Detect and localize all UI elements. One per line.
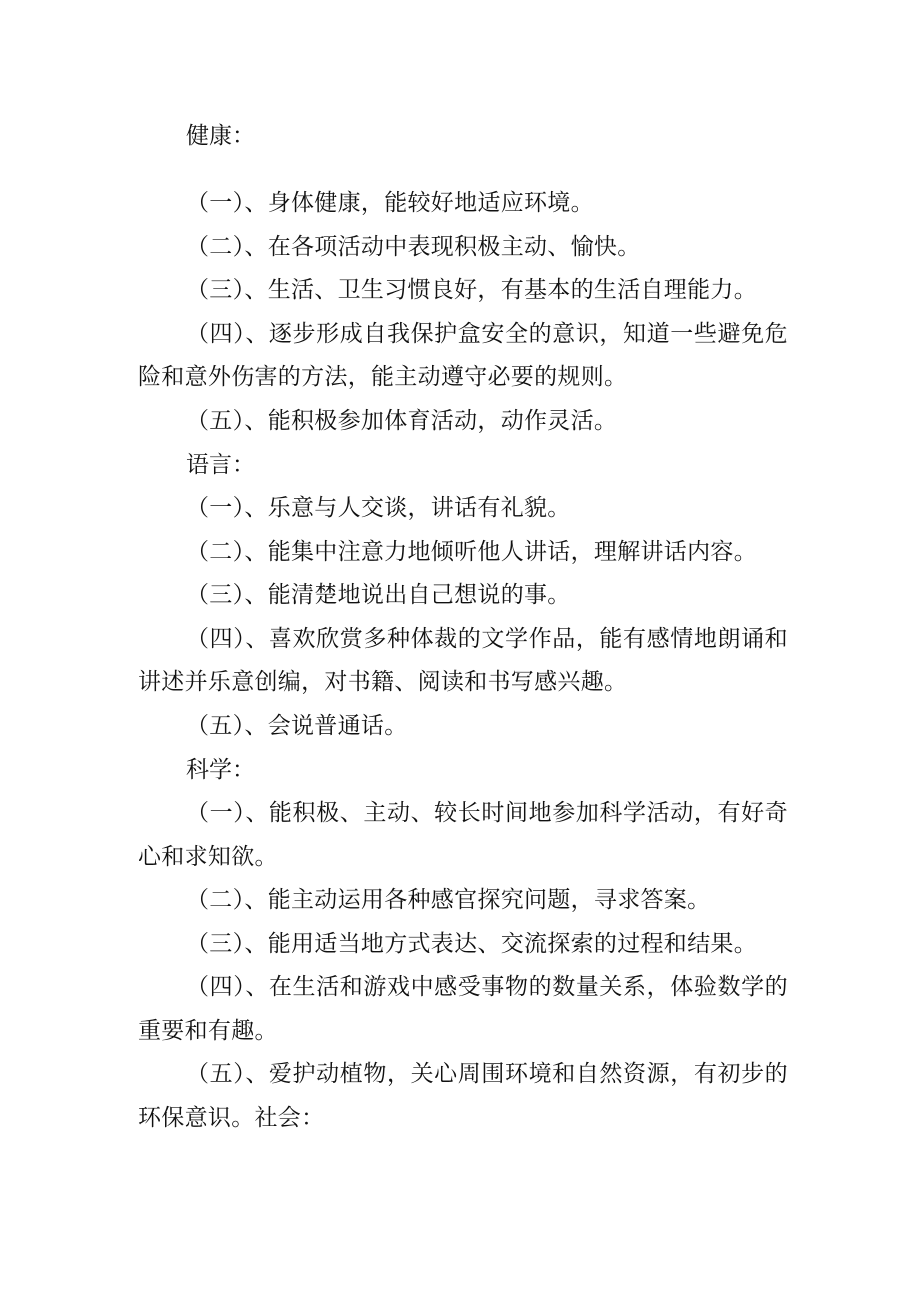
language-item-1: （一）、乐意与人交谈，讲话有礼貌。 bbox=[186, 495, 571, 521]
language-item-2: （二）、能集中注意力地倾听他人讲话，理解讲话内容。 bbox=[186, 538, 757, 565]
section-heading-health: 健康： bbox=[186, 123, 255, 149]
document-body bbox=[138, 114, 788, 1140]
section-heading-science: 科学： bbox=[186, 757, 255, 783]
health-item-4: （四）、逐步形成自我保护盒安全的意识，知道一些避免危险和意外伤害的方法，能主动遵守必要的规则。 bbox=[138, 320, 788, 390]
health-item-1: （一）、身体健康，能较好地适应环境。 bbox=[186, 190, 594, 216]
language-item-3: （三）、能清楚地说出自己想说的事。 bbox=[186, 582, 571, 608]
science-item-2: （二）、能主动运用各种感官探究问题，寻求答案。 bbox=[186, 887, 711, 913]
science-item-4: （四）、在生活和游戏中感受事物的数量关系，体验数学的重要和有趣。 bbox=[138, 974, 788, 1044]
section-heading-language: 语言： bbox=[186, 452, 255, 478]
science-item-5: （五）、爱护动植物，关心周围环境和自然资源，有初步的环保意识。社会： bbox=[138, 1061, 788, 1131]
science-item-1: （一）、能积极、主动、较长时间地参加科学活动，有好奇心和求知欲。 bbox=[138, 800, 788, 870]
science-item-3: （三）、能用适当地方式表达、交流探索的过程和结果。 bbox=[186, 930, 757, 957]
language-item-5: （五）、会说普通话。 bbox=[186, 712, 408, 739]
health-item-3: （三）、生活、卫生习惯良好，有基本的生活自理能力。 bbox=[186, 277, 757, 303]
language-item-4: （四）、喜欢欣赏多种体裁的文学作品，能有感情地朗诵和讲述并乐意创编，对书籍、阅读和书写感兴趣。 bbox=[138, 625, 788, 695]
health-item-5: （五）、能积极参加体育活动，动作灵活。 bbox=[186, 407, 618, 434]
health-item-2: （二）、在各项活动中表现积极主动、愉快。 bbox=[186, 233, 641, 260]
